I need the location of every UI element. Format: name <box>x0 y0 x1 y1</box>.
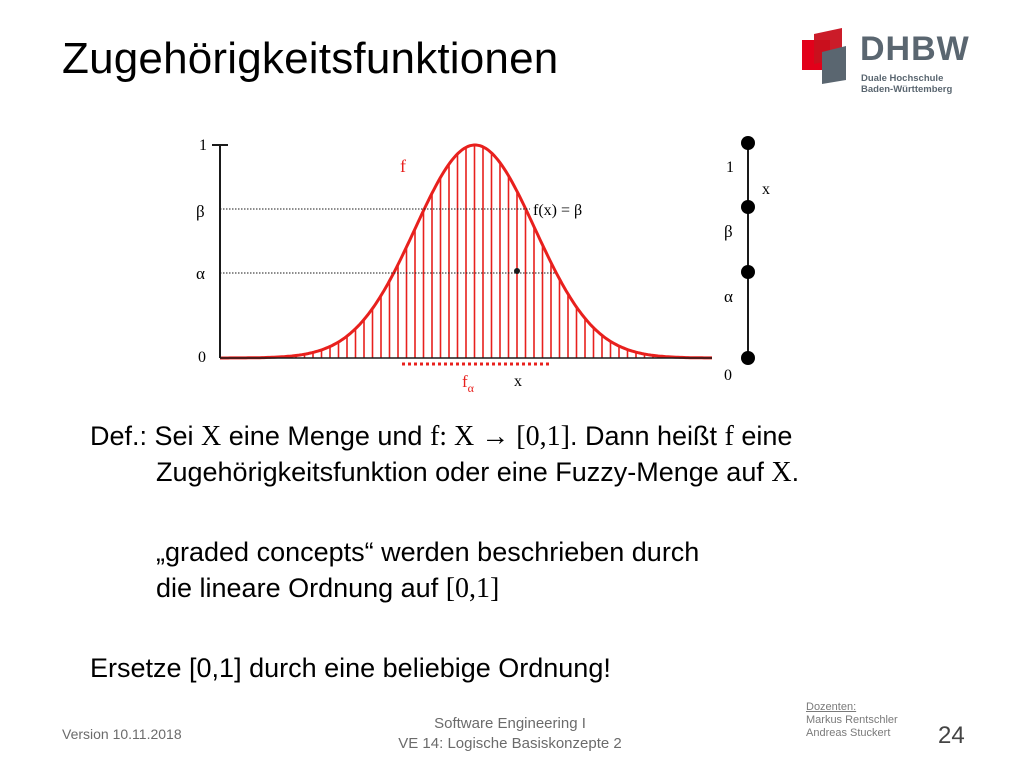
y-label-alpha: α <box>196 264 205 283</box>
definition-line-2: Zugehörigkeitsfunktion oder eine Fuzzy-Menge auf X. <box>156 457 800 488</box>
chain-label-one: 1 <box>726 159 734 176</box>
chain-node-top <box>741 136 755 150</box>
course-info <box>380 714 640 754</box>
lecture-title: VE 14: Logische Basiskonzepte 2 <box>398 735 622 752</box>
y-label-zero: 0 <box>198 349 206 366</box>
chain-node-alpha <box>741 351 755 365</box>
version-label: Version 10.11.2018 <box>62 726 182 742</box>
logo-subtitle: Duale Hochschule Baden-Württemberg <box>861 73 953 95</box>
slide-body <box>90 418 970 686</box>
graded-concepts-line-1: „graded concepts“ werden beschrieben durch <box>156 537 700 567</box>
curve-label: f <box>400 156 406 176</box>
fx-equals-beta-label: f(x) = β <box>533 202 583 219</box>
page-number: 24 <box>938 722 965 749</box>
course-title: Software Engineering I <box>434 715 586 732</box>
graded-concepts-line-2: die lineare Ordnung auf [0,1] <box>156 573 500 604</box>
alpha-cut-label: $f_\alpha$ <box>462 372 474 395</box>
chain-label-x: x <box>762 181 770 198</box>
y-label-beta: β <box>196 202 205 221</box>
chain-label-beta: β <box>724 222 733 241</box>
lecturers: Dozenten: Markus Rentschler Andreas Stuckert <box>806 701 898 739</box>
chain-node-x <box>741 200 755 214</box>
replace-order-line: Ersetze [0,1] durch eine beliebige Ordnung! <box>90 653 611 683</box>
sample-point <box>514 268 520 274</box>
definition-line-1: Def.: Sei X eine Menge und f: X → [0,1]. Dann heißt f eine <box>90 421 793 452</box>
chain-node-beta <box>741 265 755 279</box>
chain-label-alpha: α <box>724 287 733 306</box>
hatch-lines <box>228 145 704 358</box>
chain-label-zero: 0 <box>724 367 732 384</box>
y-label-one: 1 <box>199 137 207 154</box>
x-label: x <box>514 373 522 390</box>
logo-wordmark: DHBW <box>860 30 970 68</box>
slide-title: Zugehörigkeitsfunktionen <box>62 34 559 83</box>
